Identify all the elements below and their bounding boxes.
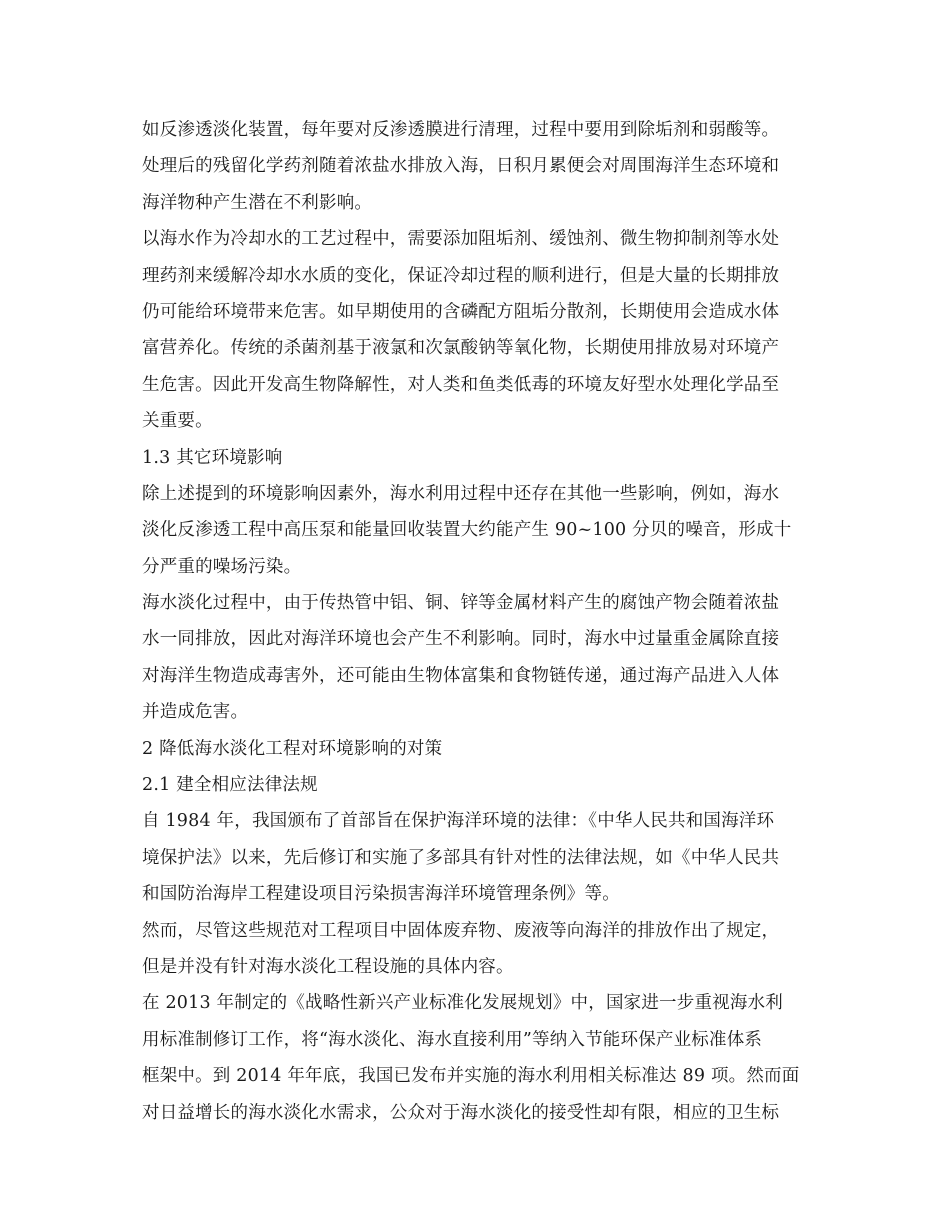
section-heading: 2 降低海水淡化工程对环境影响的对策 [142,738,443,759]
text-line: 仍可能给环境带来危害。如早期使用的含磷配方阻垢分散剂，长期使用会造成水体 [142,301,780,322]
text-line: 但是并没有针对海水淡化工程设施的具体内容。 [142,956,514,977]
text-line: 和国防治海岸工程建设项目污染损害海洋环境管理条例》等。 [142,884,620,905]
document-body [142,112,822,1131]
text-line: 境保护法》以来，先后修订和实施了多部具有针对性的法律法规，如《中华人民共 [142,847,780,868]
text-line: 然而，尽管这些规范对工程项目中固体废弃物、废液等向海洋的排放作出了规定， [142,920,780,941]
subsection-heading: 2.1 建全相应法律法规 [142,775,318,796]
text-line: 除上述提到的环境影响因素外，海水利用过程中还存在其他一些影响，例如，海水 [142,483,780,504]
text-line: 处理后的残留化学药剂随着浓盐水排放入海，日积月累便会对周围海洋生态环境和 [142,156,780,177]
text-line: 分严重的噪场污染。 [142,556,302,577]
text-line: 生危害。因此开发高生物降解性，对人类和鱼类低毒的环境友好型水处理化学品至 [142,374,780,395]
text-line: 框架中。到 2014 年年底，我国已发布并实施的海水利用相关标准达 89 项。然而面 [142,1066,800,1087]
text-line: 如反渗透淡化装置，每年要对反渗透膜进行清理，过程中要用到除垢剂和弱酸等。 [142,120,780,140]
text-line: 并造成危害。 [142,702,249,723]
text-line: 自 1984 年，我国颁布了首部旨在保护海洋环境的法律：《中华人民共和国海洋环 [142,811,775,832]
text-line: 淡化反渗透工程中高压泵和能量回收装置大约能产生 90~100 分贝的噪音，形成十 [142,520,792,541]
text-line: 在 2013 年制定的《战略性新兴产业标准化发展规划》中，国家进一步重视海水利 [142,993,783,1014]
text-line: 对日益增长的海水淡化水需求，公众对于海水淡化的接受性却有限，相应的卫生标 [142,1102,780,1123]
text-line: 用标准制修订工作，将“海水淡化、海水直接利用”等纳入节能环保产业标准体系 [142,1029,763,1050]
section-heading: 1.3 其它环境影响 [142,447,283,468]
text-line: 水一同排放，因此对海洋环境也会产生不利影响。同时，海水中过量重金属除直接 [142,629,780,650]
text-line: 富营养化。传统的杀菌剂基于液氯和次氯酸钠等氧化物，长期使用排放易对环境产 [142,338,780,359]
text-line: 海洋物种产生潜在不利影响。 [142,192,373,213]
text-line: 海水淡化过程中，由于传热管中铝、铜、锌等金属材料产生的腐蚀产物会随着浓盐 [142,593,780,614]
text-line: 理药剂来缓解冷却水水质的变化，保证冷却过程的顺利进行，但是大量的长期排放 [142,265,780,286]
text-line: 关重要。 [142,411,213,432]
text-line: 以海水作为冷却水的工艺过程中，需要添加阻垢剂、缓蚀剂、微生物抑制剂等水处 [142,229,780,250]
text-line: 对海洋生物造成毒害外，还可能由生物体富集和食物链传递，通过海产品进入人体 [142,665,780,686]
